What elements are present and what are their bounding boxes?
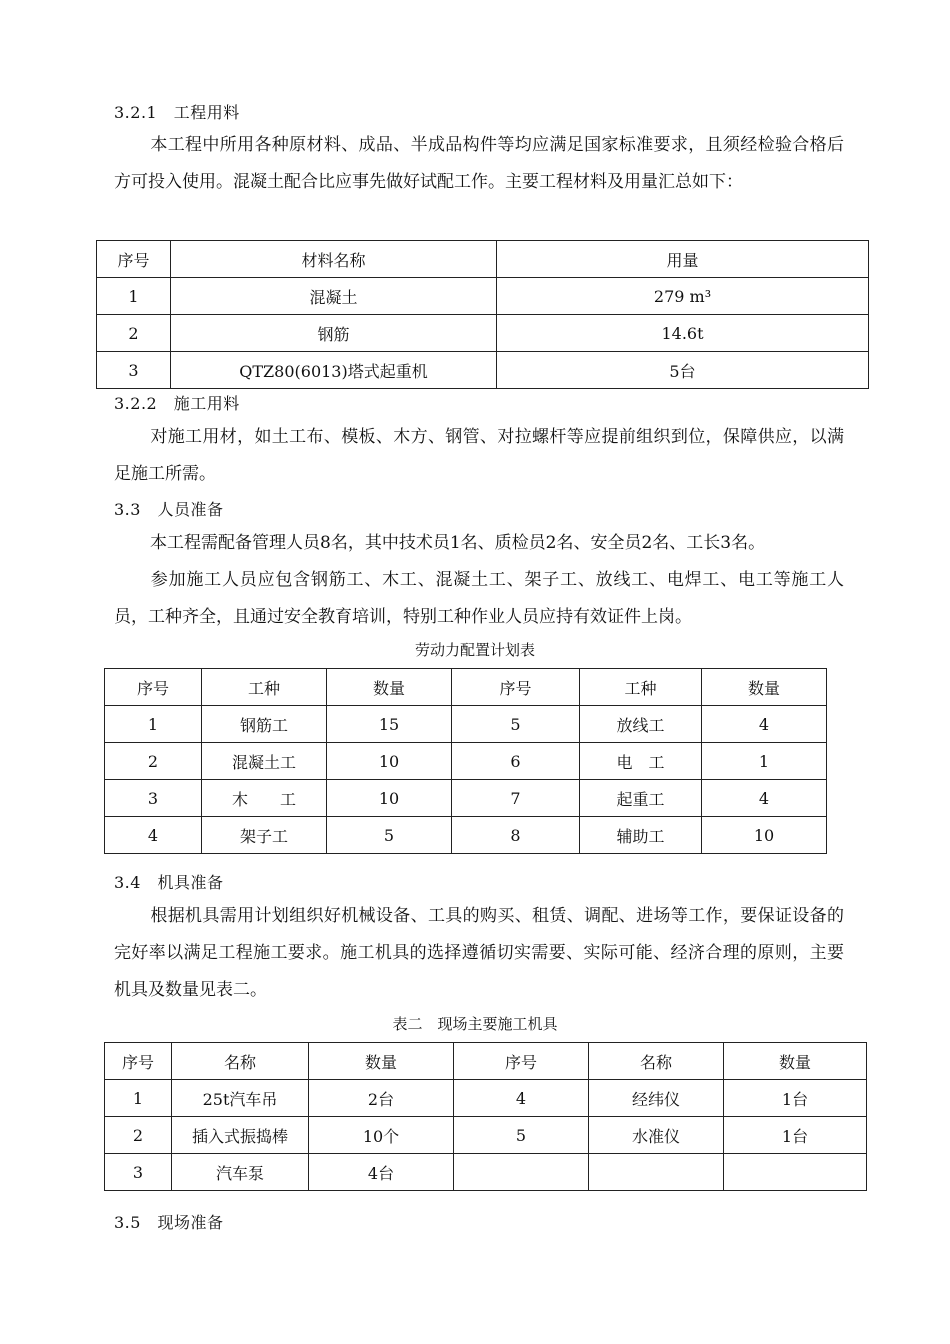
table-row [105, 817, 827, 854]
table-header-row [105, 1043, 867, 1080]
table-header-cell: 数量 [702, 669, 827, 706]
table-cell: 起重工 [580, 780, 702, 817]
section-heading-3-2-1: 3.2.1 工程用料 [114, 103, 240, 122]
table-cell: 10 [327, 780, 452, 817]
equipment-table [104, 1042, 867, 1191]
table-cell [724, 1154, 867, 1191]
table-header-cell: 材料名称 [171, 241, 497, 278]
table-cell: 4台 [309, 1154, 454, 1191]
staff-paragraph: 本工程需配备管理人员8名，其中技术员1名、质检员2名、安全员2名、工长3名。 [150, 533, 766, 553]
table-cell: 4 [702, 780, 827, 817]
table-cell: 2台 [309, 1080, 454, 1117]
table-cell: 5台 [497, 352, 869, 389]
table-cell: 5 [327, 817, 452, 854]
section-heading-3-3: 3.3 人员准备 [114, 500, 224, 519]
section-heading-3-2-2: 3.2.2 施工用料 [114, 394, 240, 413]
table-cell: 3 [97, 352, 171, 389]
table-cell: 1 [97, 278, 171, 315]
labor-table-caption: 劳动力配置计划表 [414, 641, 535, 659]
table-cell: 插入式振捣棒 [172, 1117, 309, 1154]
table-cell: 钢筋工 [202, 706, 327, 743]
equipment-paragraph: 根据机具需用计划组织好机械设备、工具的购买、租赁、调配、进场等工作，要保证设备的完好率以满足工程施工要求。施工机具的选择遵循切实需要、实际可能、经济合理的原则，主要机具及数量见表二。 [114, 906, 844, 1000]
table-header-cell: 序号 [97, 241, 171, 278]
table-header-cell: 序号 [452, 669, 580, 706]
equipment-table-caption: 表二 现场主要施工机具 [392, 1015, 558, 1033]
table-cell: 25t汽车吊 [172, 1080, 309, 1117]
table-cell: 架子工 [202, 817, 327, 854]
table-cell: 279 m³ [497, 278, 869, 315]
table-header-row [97, 241, 869, 278]
table-cell: 汽车泵 [172, 1154, 309, 1191]
table-cell: 15 [327, 706, 452, 743]
table-header-cell: 数量 [309, 1043, 454, 1080]
table-cell: 1台 [724, 1117, 867, 1154]
table-cell: 5 [452, 706, 580, 743]
table-header-cell: 数量 [327, 669, 452, 706]
table-cell: 7 [452, 780, 580, 817]
table-cell: 辅助工 [580, 817, 702, 854]
table-cell: 水准仪 [589, 1117, 724, 1154]
labor-table [104, 668, 827, 854]
table-header-cell: 用量 [497, 241, 869, 278]
table-header-cell: 序号 [105, 1043, 172, 1080]
table-row [105, 743, 827, 780]
table-cell: 1 [702, 743, 827, 780]
materials-paragraph: 本工程中所用各种原材料、成品、半成品构件等均应满足国家标准要求，且须经检验合格后方可投入使用。混凝土配合比应事先做好试配工作。主要工程材料及用量汇总如下： [114, 135, 844, 192]
table-row [97, 315, 869, 352]
table-row [97, 352, 869, 389]
section-heading-3-4: 3.4 机具准备 [114, 873, 224, 892]
table-cell: 10 [327, 743, 452, 780]
table-cell: 6 [452, 743, 580, 780]
table-cell [589, 1154, 724, 1191]
table-header-cell: 序号 [105, 669, 202, 706]
table-row [105, 780, 827, 817]
table-cell: 10个 [309, 1117, 454, 1154]
table-cell: 5 [454, 1117, 589, 1154]
table-cell: 电 工 [580, 743, 702, 780]
table-cell: 4 [105, 817, 202, 854]
table-cell: 混凝土 [171, 278, 497, 315]
table-cell: QTZ80(6013)塔式起重机 [171, 352, 497, 389]
table-cell: 2 [105, 1117, 172, 1154]
table-header-cell: 工种 [580, 669, 702, 706]
table-cell: 经纬仪 [589, 1080, 724, 1117]
workers-paragraph: 参加施工人员应包含钢筋工、木工、混凝土工、架子工、放线工、电焊工、电工等施工人员，工种齐全，且通过安全教育培训，特别工种作业人员应持有效证件上岗。 [114, 570, 844, 627]
table-cell: 4 [454, 1080, 589, 1117]
table-header-cell: 数量 [724, 1043, 867, 1080]
table-cell: 14.6t [497, 315, 869, 352]
table-cell: 木 工 [202, 780, 327, 817]
table-cell: 钢筋 [171, 315, 497, 352]
table-cell: 4 [702, 706, 827, 743]
table-cell: 3 [105, 1154, 172, 1191]
table-header-cell: 名称 [589, 1043, 724, 1080]
table-cell: 2 [105, 743, 202, 780]
table-header-cell: 序号 [454, 1043, 589, 1080]
table-header-row [105, 669, 827, 706]
table-row [97, 278, 869, 315]
table-row [105, 1154, 867, 1191]
table-cell [454, 1154, 589, 1191]
table-cell: 1台 [724, 1080, 867, 1117]
table-cell: 2 [97, 315, 171, 352]
table-cell: 8 [452, 817, 580, 854]
construction-materials-paragraph: 对施工用材，如土工布、模板、木方、钢管、对拉螺杆等应提前组织到位，保障供应，以满足施工所需。 [114, 427, 844, 484]
table-cell: 3 [105, 780, 202, 817]
materials-table [96, 240, 869, 389]
table-cell: 1 [105, 706, 202, 743]
table-row [105, 706, 827, 743]
table-header-cell: 工种 [202, 669, 327, 706]
table-cell: 10 [702, 817, 827, 854]
table-cell: 混凝土工 [202, 743, 327, 780]
table-header-cell: 名称 [172, 1043, 309, 1080]
section-heading-3-5: 3.5 现场准备 [114, 1213, 224, 1232]
table-cell: 放线工 [580, 706, 702, 743]
table-row [105, 1117, 867, 1154]
table-row [105, 1080, 867, 1117]
table-cell: 1 [105, 1080, 172, 1117]
